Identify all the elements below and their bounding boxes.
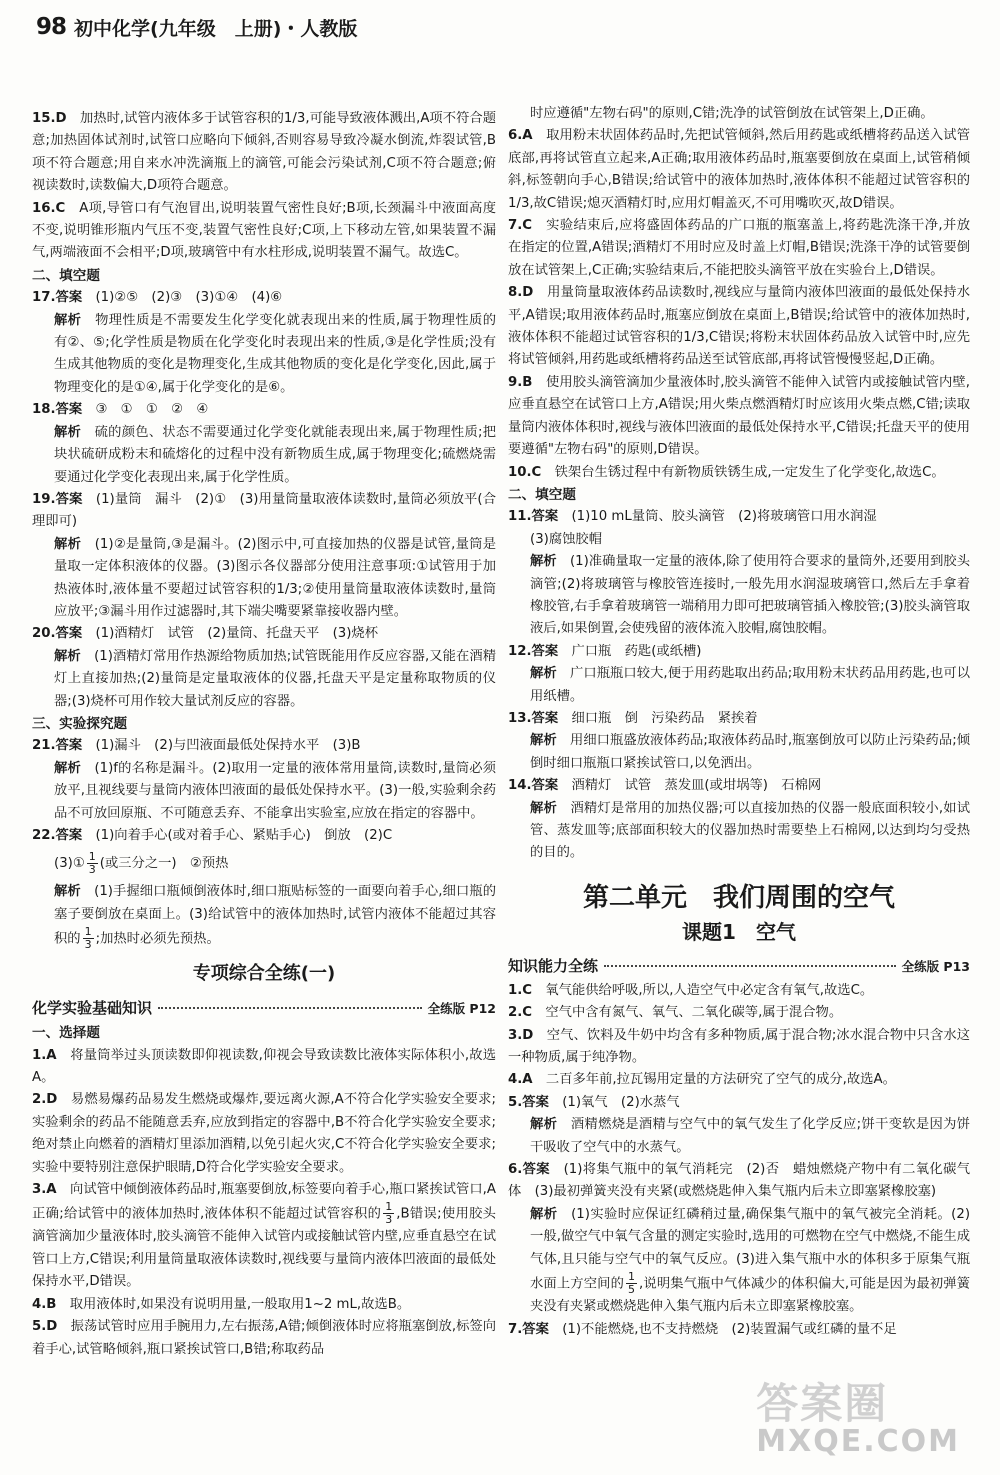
answer-18: 18.答案 ③ ① ① ② ④: [32, 402, 209, 418]
page-ref: 全练版 P12: [427, 1001, 496, 1017]
dotted-leader: [604, 965, 896, 967]
answer-22-part3: (3)① $\frac{1}{3}$ (或三分之一) ②预热: [54, 849, 229, 876]
fraction: $\frac{1}{3}$: [88, 849, 96, 876]
topic-title: 知识能力全练: [508, 956, 599, 975]
choice-9: 9.B 使用胶头滴管滴加少量液体时,胶头滴管不能伸入试管内或接触试管内壁,应垂直悬空在试管口上方,A错误;用火柴点燃酒精灯时应该用火柴点燃,C错;读取量筒内液体体积时,视线与液体凹液面的最低处保持水平,C错误;托盘天平的使用要遵循"左物右码"的原则,D错误。: [508, 374, 970, 458]
analysis-12: 解析 广口瓶瓶口较大,便于用药匙取出药品;取用粉末状药品用药匙,也可以用纸槽。: [530, 666, 970, 704]
topic-bar: [32, 995, 496, 1022]
choice-2: 2.D 易燃易爆药品易发生燃烧或爆炸,要远离火源,A不符合化学实验安全要求;实验剩余的药品不能随意丢弃,应放到指定的容器中,B不符合化学实验安全要求;绝对禁止向燃着的酒精灯里添加酒精,以免引起火灾,C不符合化学实验安全要求;实验中要特别注意保护眼睛,D符合化学实验安全要求。: [32, 1092, 496, 1175]
knowledge-1: 1.C 氧气能供给呼吸,所以,人造空气中必定含有氧气,故选C。: [508, 982, 874, 998]
analysis-k5: 解析 酒精燃烧是酒精与空气中的氧气发生了化学反应;饼干变软是因为饼干吸收了空气中的水蒸气。: [530, 1117, 970, 1155]
left-column: [32, 108, 496, 1361]
section-heading-fill: 二、填空题: [32, 267, 100, 284]
answer-13: 13.答案 细口瓶 倒 污染药品 紧挨着: [508, 710, 758, 726]
topic-bar-2: [508, 953, 970, 980]
analysis-19: 解析 (1)②是量筒,③是漏斗。(2)图示中,可直接加热的仪器是试管,量筒是量取一定体积液体的仪器。(3)图示各仪器部分使用注意事项:①试管用于加热液体时,液体量不要超过试管容积的1/3;②使用量筒量取液体读数时,量筒应放平;③漏斗用作过滤器时,其下端尖嘴要紧靠接收器内壁。: [54, 536, 496, 619]
knowledge-2: 2.C 空气中含有氮气、氧气、二氧化碳等,属于混合物。: [508, 1005, 843, 1021]
answer-11: 11.答案 (1)10 mL量筒、胶头滴管 (2)将玻璃管口用水润湿: [508, 509, 877, 525]
analysis-18: 解析 硫的颜色、状态不需要通过化学变化就能表现出来,属于物理性质;把块状硫研成粉末和硫熔化的过程中没有新物质生成,属于物理变化;硫燃烧需要通过化学变化表现出来,属于化学性质。: [54, 424, 496, 485]
analysis-14: 解析 酒精灯是常用的加热仪器;可以直接加热的仪器一般底面积较小,如试管、蒸发皿等;底部面积较大的仪器加热时需要垫上石棉网,以达到均匀受热的目的。: [530, 800, 970, 861]
answer-12: 12.答案 广口瓶 药匙(或纸槽): [508, 643, 702, 659]
answer-14: 14.答案 酒精灯 试管 蒸发皿(或坩埚等) 石棉网: [508, 778, 822, 794]
fraction: $\frac{1}{3}$: [84, 925, 92, 952]
analysis-21: 解析 (1)f的名称是漏斗。(2)取用一定量的液体常用量筒,读数时,量筒必须放平,且视线要与量筒内液体凹液面的最低处保持水平。(3)一般,实验剩余药品不可放回原瓶、不可随意丢弃、不能拿出实验室,应放在指定的容器中。: [54, 760, 496, 821]
analysis-11: 解析 (1)准确量取一定量的液体,除了使用符合要求的量筒外,还要用到胶头滴管;(2)将玻璃管与橡胶管连接时,一般先用水润湿玻璃管口,然后左手拿着橡胶管,右手拿着玻璃管一端稍用力即可把玻璃管插入橡胶管;(3)胶头滴管取液后,如果倒置,会使残留的液体流入胶帽,腐蚀胶帽。: [530, 554, 970, 637]
page-header: [36, 10, 357, 44]
knowledge-7: 7.答案 (1)不能燃烧,也不支持燃烧 (2)装置漏气或红磷的量不足: [508, 1321, 897, 1337]
analysis-17: 解析 物理性质是不需要发生化学变化就表现出来的性质,属于物理性质的有②、⑤;化学性质是物质在化学变化时表现出来的性质,③是化学性质;没有生成其他物质的变化是物理变化,生成其他物质的变化是化学变化,因此,属于物理变化的是①④,属于化学变化的是⑥。: [54, 312, 496, 395]
page-ref: 全练版 P13: [901, 958, 970, 974]
answer-22: 22.答案 (1)向着手心(或对着手心、紧贴手心) 倒放 (2)C: [32, 828, 393, 843]
special-practice-title: 专项综合全练(一): [192, 963, 336, 985]
unit-title: 第二单元 我们周围的空气: [582, 882, 895, 913]
fraction: $\frac{1}{3}$: [385, 1200, 393, 1227]
choice-6: 6.A 取用粉末状固体药品时,先把试管倾斜,然后用药匙或纸槽将药品送入试管底部,再将试管直立起来,A正确;取用液体药品时,瓶塞要倒放在桌面上,试管稍倾斜,标签朝向手心,B错误;给试管中的液体加热时,液体体积不能超过试管容积的1/3,故C错误;熄灭酒精灯时,应用灯帽盖灭,不可用嘴吹灭,故D错误。: [508, 128, 970, 211]
choice-3: 3.A 向试管中倾倒液体药品时,瓶塞要倒放,标签要向着手心,瓶口紧挨试管口,A正确;给试管中的液体加热时,液体体积不能超过试管容积的 $\frac{1}{3}$ ,B错误;使用胶头滴管滴加少量液体时,胶头滴管不能伸入试管内或接触试管内壁,应垂直悬空在试管口上方,C错误;利用量筒量取液体读数时,视线要与量筒内液体凹液面的最低处保持水平,D错误。: [32, 1182, 496, 1290]
section-heading-fill-2: 二、填空题: [508, 486, 576, 503]
choice-8: 8.D 用量筒量取液体药品读数时,视线应与量筒内液体凹液面的最低处保持水平,A错误;取用液体药品时,瓶塞应倒放在桌面上,B错误;给试管中的液体加热时,液体体积不能超过试管容积的1/3,C错误;将粉末状固体药品放入试管中时,应先将试管倾斜,用药匙或纸槽将药品送至试管底部,再将试管慢慢竖起,D正确。: [508, 285, 970, 368]
knowledge-4: 4.A 二百多年前,拉瓦锡用定量的方法研究了空气的成分,故选A。: [508, 1072, 896, 1088]
answer-16: 16.C A项,导管口有气泡冒出,说明装置气密性良好;B项,长颈漏斗中液面高度不变,说明锥形瓶内气压不变,装置气密性良好;C项,上下移动左管,如果装置不漏气,两端液面不会相平;D项,玻璃管中有水柱形成,说明装置不漏气。故选C。: [32, 200, 496, 261]
right-column: [508, 103, 970, 1341]
answer-19: 19.答案 (1)量筒 漏斗 (2)① (3)用量筒量取液体读数时,量筒必须放平(合理即可): [32, 491, 496, 530]
choice-10: 10.C 铁架台生锈过程中有新物质铁锈生成,一定发生了化学变化,故选C。: [508, 464, 945, 480]
dotted-leader: [158, 1007, 422, 1009]
knowledge-3: 3.D 空气、饮料及牛奶中均含有多种物质,属于混合物;冰水混合物中只含水这一种物质,属于纯净物。: [508, 1027, 970, 1066]
book-title: 初中化学(九年级 上册)・人教版: [74, 17, 358, 40]
choice-1: 1.A 将量筒举过头顶读数即仰视读数,仰视会导致读数比液体实际体积小,故选A。: [32, 1047, 496, 1086]
choice-4: 4.B 取用液体时,如果没有说明用量,一般取用1~2 mL,故选B。: [32, 1296, 411, 1312]
answer-15: 15.D 加热时,试管内液体多于试管容积的1/3,可能导致液体溅出,A项不符合题意;加热固体试剂时,试管口应略向下倾斜,否则容易导致冷凝水倒流,炸裂试管,B项不符合题意;用自来水冲洗滴瓶上的滴管,可能会污染试剂,C项不符合题意;俯视读数时,读数偏大,D项符合题意。: [32, 111, 496, 194]
fraction: $\frac{1}{5}$: [628, 1270, 636, 1297]
knowledge-6: 6.答案 (1)将集气瓶中的氧气消耗完 (2)否 蜡烛燃烧产物中有二氧化碳气体 (3)最初弹簧夹没有夹紧(或燃烧匙伸入集气瓶内后未立即塞紧橡胶塞): [508, 1162, 970, 1200]
answer-20: 20.答案 (1)酒精灯 试管 (2)量筒、托盘天平 (3)烧杯: [32, 626, 379, 642]
knowledge-5: 5.答案 (1)氧气 (2)水蒸气: [508, 1094, 680, 1110]
analysis-13: 解析 用细口瓶盛放液体药品;取液体药品时,瓶塞倒放可以防止污染药品;倾倒时细口瓶瓶口紧挨试管口,以免洒出。: [530, 733, 970, 771]
site-watermark: 答案圈 MXQE.COM: [756, 1379, 960, 1459]
choice-7: 7.C 实验结束后,应将盛固体药品的广口瓶的瓶塞盖上,将药匙洗涤干净,并放在指定的位置,A错误;酒精灯不用时应及时盖上灯帽,B错误;洗涤干净的试管要倒放在试管架上,C正确;实验结束后,不能把胶头滴管平放在实验台上,D错误。: [508, 218, 970, 278]
choice-5-continued: 时应遵循"左物右码"的原则,C错;洗净的试管倒放在试管架上,D正确。: [530, 106, 934, 121]
section-heading-experiment: 三、实验探究题: [32, 715, 128, 732]
answer-17: 17.答案 (1)②⑤ (2)③ (3)①④ (4)⑥: [32, 290, 283, 306]
analysis-20: 解析 (1)酒精灯常用作热源给物质加热;试管既能用作反应容器,又能在酒精灯上直接加热;(2)量筒是定量取液体的仪器,托盘天平是定量称取物质的仪器;(3)烧杯可用作较大量试剂反应的容器。: [54, 648, 496, 709]
page-number: 98: [36, 14, 67, 40]
answer-11-part3: (3)腐蚀胶帽: [530, 531, 603, 547]
topic-title: 化学实验基础知识: [32, 999, 153, 1018]
analysis-22: 解析 (1)手握细口瓶倾倒液体时,细口瓶贴标签的一面要向着手心,细口瓶的塞子要倒放在桌面上。(3)给试管中的液体加热时,试管内液体不能超过其容积的 $\frac{1}{3}$ ;加热时必须先预热。: [54, 884, 496, 952]
lesson-title: 课题1 空气: [682, 919, 796, 944]
choice-5: 5.D 振荡试管时应用手腕用力,左右振荡,A错;倾倒液体时应将瓶塞倒放,标签向着手心,试管略倾斜,瓶口紧挨试管口,B错;称取药品: [32, 1319, 496, 1357]
section-heading-choice: 一、选择题: [32, 1025, 100, 1042]
answer-21: 21.答案 (1)漏斗 (2)与凹液面最低处保持水平 (3)B: [32, 738, 361, 754]
analysis-k6: 解析 (1)实验时应保证红磷稍过量,确保集气瓶中的氧气被完全消耗。(2)一般,做空气中氧气含量的测定实验时,选用的可燃物在空气中燃烧,不能生成气体,且只能与空气中的氧气反应。(3)进入集气瓶中水的体积多于原集气瓶水面上方空间的 $\frac{1}{5}$ ,说明集气瓶中气体减少的体积偏大,可能是因为最初弹簧夹没有夹紧或燃烧匙伸入集气瓶内后未立即塞紧橡胶塞。: [530, 1206, 970, 1315]
